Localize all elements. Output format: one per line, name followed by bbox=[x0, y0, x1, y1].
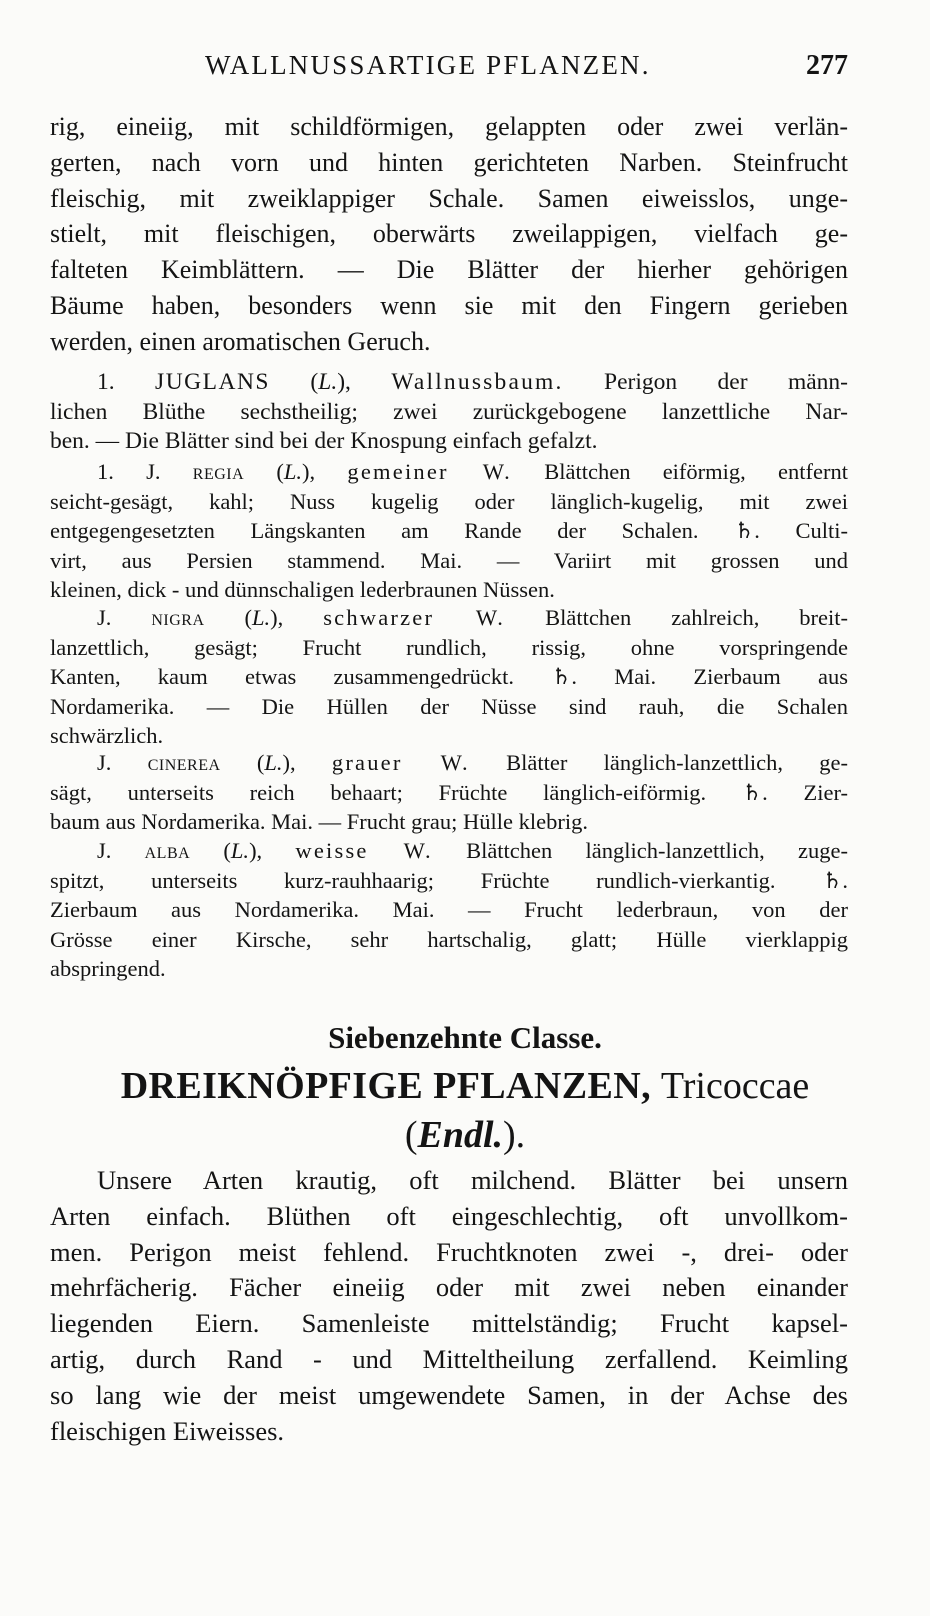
section-paragraph bbox=[50, 1165, 848, 1451]
species-description: Blätter länglich-lanzettlich, ge- bbox=[506, 750, 849, 775]
genus-name: JUGLANS bbox=[155, 369, 271, 395]
species-entry-regia bbox=[50, 459, 848, 607]
text-line: men. Perigon meist fehlend. Fruchtknoten zwei -, drei- oder bbox=[50, 1236, 848, 1267]
text-line: abspringend. bbox=[50, 956, 166, 982]
species-epithet: alba bbox=[144, 838, 191, 863]
text-line: lichen Blüthe sechstheilig; zwei zurückgebogene lanzettliche Nar- bbox=[50, 398, 848, 425]
species-entry-alba bbox=[50, 838, 848, 986]
text-line: schwärzlich. bbox=[50, 723, 164, 749]
text-line: sägt, unterseits reich behaart; Früchte länglich-eiförmig. ♄. Zier- bbox=[50, 779, 848, 805]
text-line: Arten einfach. Blüthen oft eingeschlechtig, oft unvollkom- bbox=[50, 1200, 848, 1231]
species-prefix: J. bbox=[97, 605, 112, 630]
species-epithet: regia bbox=[192, 459, 245, 484]
text-line: Unsere Arten krautig, oft milchend. Blätter bei unsern bbox=[97, 1165, 848, 1195]
species-description: Blättchen länglich-lanzettlich, zuge- bbox=[466, 838, 849, 863]
text-line: virt, aus Persien stammend. Mai. — Variirt mit grossen und bbox=[50, 547, 848, 573]
text-line: ben. — Die Blätter sind bei der Knospung einfach gefalzt. bbox=[50, 428, 598, 455]
text-line: Zierbaum aus Nordamerika. Mai. — Frucht lederbraun, von der bbox=[50, 897, 848, 923]
text-line: baum aus Nordamerika. Mai. — Frucht grau; Hülle klebrig. bbox=[50, 809, 588, 835]
species-entry-cinerea bbox=[50, 750, 848, 839]
species-author: L. bbox=[283, 459, 303, 484]
text-line: Kanten, kaum etwas zusammengedrückt. ♄. Mai. Zierbaum aus bbox=[50, 664, 848, 690]
species-common-name: gemeiner W. bbox=[347, 459, 512, 484]
genus-description: Perigon der männ- bbox=[604, 369, 849, 395]
species-description: Blättchen zahlreich, breit- bbox=[545, 605, 848, 630]
family-name: DREIKNÖPFIGE PFLANZEN, bbox=[120, 1065, 651, 1107]
text-line: fleischig, mit zweiklappiger Schale. Samen eiweisslos, unge- bbox=[50, 183, 848, 213]
text-line: seicht-gesägt, kahl; Nuss kugelig oder länglich-kugelig, mit zwei bbox=[50, 488, 848, 514]
genus-number: 1. bbox=[97, 369, 115, 395]
family-heading bbox=[0, 1064, 930, 1108]
text-line: kleinen, dick - und dünnschaligen lederbraunen Nüssen. bbox=[50, 577, 555, 603]
species-prefix: J. bbox=[97, 838, 112, 863]
text-line: fleischigen Eiweisses. bbox=[50, 1415, 285, 1446]
species-entry-nigra bbox=[50, 605, 848, 753]
species-first-line: J. nigra (L.), schwarzer W. Blättchen zahlreich, breit- bbox=[97, 605, 848, 630]
text-line: so lang wie der meist umgewendete Samen, in der Achse des bbox=[50, 1379, 848, 1410]
species-author: L. bbox=[230, 838, 250, 863]
species-epithet: nigra bbox=[151, 605, 205, 630]
species-common-name: grauer W. bbox=[331, 750, 470, 775]
species-author: L. bbox=[251, 605, 271, 630]
species-first-line: 1. J. regia (L.), gemeiner W. Blättchen eiförmig, entfernt bbox=[97, 459, 848, 484]
species-common-name: weisse W. bbox=[295, 838, 433, 863]
genus-common-name: Wallnussbaum. bbox=[391, 369, 564, 395]
text-line: stielt, mit fleischigen, oberwärts zweilappigen, vielfach ge- bbox=[50, 219, 848, 249]
intro-paragraph bbox=[50, 112, 848, 363]
species-first-line: J. cinerea (L.), grauer W. Blätter länglich-lanzettlich, ge- bbox=[97, 750, 849, 775]
genus-first-line: 1. JUGLANS (L.), Wallnussbaum. Perigon der männ- bbox=[97, 369, 849, 395]
species-common-name: schwarzer W. bbox=[323, 605, 506, 630]
species-author: L. bbox=[264, 750, 283, 775]
species-description: Blättchen eiförmig, entfernt bbox=[544, 459, 848, 484]
text-line: rig, eineiig, mit schildförmigen, gelappten oder zwei verlän- bbox=[50, 112, 848, 141]
text-line: falteten Keimblättern. — Die Blätter der hierher gehörigen bbox=[50, 255, 848, 285]
text-line: liegenden Eiern. Samenleiste mittelständig; Frucht kapsel- bbox=[50, 1308, 848, 1339]
class-heading: Siebenzehnte Classe. bbox=[328, 1020, 602, 1055]
species-first-line: J. alba (L.), weisse W. Blättchen länglich-lanzettlich, zuge- bbox=[97, 838, 849, 863]
running-title: WALLNUSSARTIGE PFLANZEN. bbox=[205, 50, 651, 80]
text-line: mehrfächerig. Fächer eineiig oder mit zwei neben einander bbox=[50, 1272, 848, 1303]
text-line: Nordamerika. — Die Hüllen der Nüsse sind rauh, die Schalen bbox=[50, 693, 848, 719]
text-line: entgegengesetzten Längskanten am Rande der Schalen. ♄. Culti- bbox=[50, 518, 848, 544]
running-head bbox=[50, 50, 848, 84]
text-line: gerten, nach vorn und hinten gerichteten Narben. Steinfrucht bbox=[50, 147, 848, 177]
genus-author: L. bbox=[318, 369, 338, 395]
genus-entry bbox=[50, 369, 848, 458]
text-line: lanzettlich, gesägt; Frucht rundlich, rissig, ohne vorspringende bbox=[50, 634, 848, 660]
species-epithet: cinerea bbox=[147, 750, 221, 775]
family-latin-name: Tricoccae bbox=[660, 1065, 810, 1107]
family-author: Endl. bbox=[417, 1114, 504, 1156]
species-prefix: J. bbox=[97, 750, 112, 775]
text-line: Grösse einer Kirsche, sehr hartschalig, glatt; Hülle vierklappig bbox=[50, 926, 848, 952]
text-line: werden, einen aromatischen Geruch. bbox=[50, 326, 431, 356]
family-author-line: (Endl.). bbox=[404, 1114, 526, 1156]
text-line: spitzt, unterseits kurz-rauhhaarig; Früchte rundlich-vierkantig. ♄. bbox=[50, 867, 848, 893]
text-line: artig, durch Rand - und Mitteltheilung zerfallend. Keimling bbox=[50, 1343, 848, 1374]
text-line: Bäume haben, besonders wenn sie mit den Fingern gerieben bbox=[50, 290, 848, 320]
species-prefix: 1. J. bbox=[97, 459, 161, 484]
page-number: 277 bbox=[806, 50, 848, 81]
